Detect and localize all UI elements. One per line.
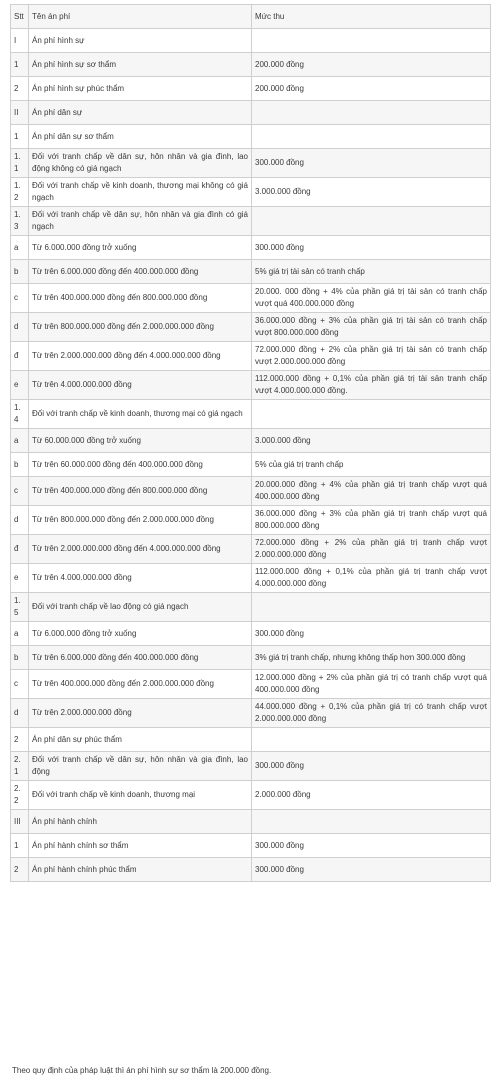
row-stt: 1.2 bbox=[11, 178, 29, 207]
table-row bbox=[11, 858, 491, 882]
row-fee-name: Từ 60.000.000 đồng trở xuống bbox=[29, 429, 252, 453]
table-row bbox=[11, 670, 491, 699]
row-fee-name: Đối với tranh chấp về dân sự, hôn nhân và gia đình, lao động không có giá ngạch bbox=[29, 149, 252, 178]
row-stt: 1 bbox=[11, 125, 29, 149]
row-fee-name: Đối với tranh chấp về kinh doanh, thương mại không có giá ngạch bbox=[29, 178, 252, 207]
table-row bbox=[11, 646, 491, 670]
row-fee-name: Từ trên 400.000.000 đồng đến 800.000.000 đồng bbox=[29, 284, 252, 313]
table-row bbox=[11, 781, 491, 810]
row-fee-amount bbox=[252, 125, 491, 149]
row-stt: 1.4 bbox=[11, 400, 29, 429]
row-stt: đ bbox=[11, 342, 29, 371]
row-fee-name: Đối với tranh chấp về dân sự, hôn nhân và gia đình, lao động bbox=[29, 752, 252, 781]
row-fee-amount bbox=[252, 207, 491, 236]
row-fee-amount: 112.000.000 đồng + 0,1% của phần giá trị tranh chấp vượt 4.000.000.000 đồng bbox=[252, 564, 491, 593]
table-row bbox=[11, 728, 491, 752]
table-row bbox=[11, 429, 491, 453]
row-fee-amount: 3.000.000 đồng bbox=[252, 429, 491, 453]
table-row bbox=[11, 810, 491, 834]
row-fee-amount: 44.000.000 đồng + 0,1% của phần giá trị có tranh chấp vượt 2.000.000.000 đồng bbox=[252, 699, 491, 728]
row-fee-name: Từ trên 800.000.000 đồng đến 2.000.000.000 đồng bbox=[29, 506, 252, 535]
row-fee-name: Án phí hình sự phúc thẩm bbox=[29, 77, 252, 101]
row-fee-amount: 300.000 đồng bbox=[252, 752, 491, 781]
row-fee-amount: 300.000 đồng bbox=[252, 834, 491, 858]
row-stt: 1 bbox=[11, 834, 29, 858]
row-stt: 2.2 bbox=[11, 781, 29, 810]
row-stt: 1.5 bbox=[11, 593, 29, 622]
row-fee-amount: 72.000.000 đồng + 2% của phần giá trị tài sản có tranh chấp vượt 2.000.000.000 đồng bbox=[252, 342, 491, 371]
row-fee-amount: 5% giá trị tài sản có tranh chấp bbox=[252, 260, 491, 284]
row-fee-name: Đối với tranh chấp về kinh doanh, thương mại bbox=[29, 781, 252, 810]
row-fee-amount: 300.000 đồng bbox=[252, 236, 491, 260]
table-header-row bbox=[11, 5, 491, 29]
row-stt: 2 bbox=[11, 728, 29, 752]
row-stt: c bbox=[11, 670, 29, 699]
row-fee-name: Án phí dân sự bbox=[29, 101, 252, 125]
row-fee-amount: 200.000 đồng bbox=[252, 53, 491, 77]
row-stt: 2 bbox=[11, 77, 29, 101]
row-stt: I bbox=[11, 29, 29, 53]
row-fee-amount: 2.000.000 đồng bbox=[252, 781, 491, 810]
table-row bbox=[11, 506, 491, 535]
row-fee-name: Từ trên 4.000.000.000 đồng bbox=[29, 371, 252, 400]
row-fee-amount: 72.000.000 đồng + 2% của phần giá trị tranh chấp vượt 2.000.000.000 đồng bbox=[252, 535, 491, 564]
header-fee-amount: Mức thu bbox=[252, 5, 491, 29]
row-stt: b bbox=[11, 453, 29, 477]
row-fee-amount bbox=[252, 728, 491, 752]
row-stt: b bbox=[11, 646, 29, 670]
row-fee-name: Án phí hình sự sơ thẩm bbox=[29, 53, 252, 77]
row-fee-name: Từ trên 2.000.000.000 đồng đến 4.000.000.000 đồng bbox=[29, 342, 252, 371]
row-fee-amount bbox=[252, 29, 491, 53]
row-stt: a bbox=[11, 622, 29, 646]
table-row bbox=[11, 622, 491, 646]
row-stt: a bbox=[11, 429, 29, 453]
table-row bbox=[11, 834, 491, 858]
row-stt: d bbox=[11, 506, 29, 535]
table-row bbox=[11, 53, 491, 77]
row-fee-amount: 20.000.000 đồng + 4% của phần giá trị tranh chấp vượt quá 400.000.000 đồng bbox=[252, 477, 491, 506]
row-stt: c bbox=[11, 477, 29, 506]
row-fee-name: Từ trên 4.000.000.000 đồng bbox=[29, 564, 252, 593]
row-fee-amount: 20.000. 000 đồng + 4% của phần giá trị tài sản có tranh chấp vượt quá 400.000.000 đồng bbox=[252, 284, 491, 313]
row-stt: đ bbox=[11, 535, 29, 564]
row-fee-name: Từ trên 400.000.000 đồng đến 2.000.000.000 đồng bbox=[29, 670, 252, 699]
row-stt: 1.1 bbox=[11, 149, 29, 178]
row-fee-amount: 5% của giá trị tranh chấp bbox=[252, 453, 491, 477]
row-fee-name: Án phí dân sự sơ thẩm bbox=[29, 125, 252, 149]
table-row bbox=[11, 29, 491, 53]
row-fee-name: Án phí hành chính sơ thẩm bbox=[29, 834, 252, 858]
row-fee-amount bbox=[252, 101, 491, 125]
row-fee-name: Từ trên 800.000.000 đồng đến 2.000.000.000 đồng bbox=[29, 313, 252, 342]
row-fee-amount: 3.000.000 đồng bbox=[252, 178, 491, 207]
row-fee-amount: 112.000.000 đồng + 0,1% của phần giá trị tài sản tranh chấp vượt 4.000.000.000 đồng. bbox=[252, 371, 491, 400]
row-fee-amount: 300.000 đồng bbox=[252, 149, 491, 178]
table-row bbox=[11, 371, 491, 400]
row-fee-amount bbox=[252, 400, 491, 429]
table-row bbox=[11, 284, 491, 313]
table-row bbox=[11, 149, 491, 178]
table-row bbox=[11, 564, 491, 593]
row-fee-amount: 3% giá trị tranh chấp, nhưng không thấp hơn 300.000 đồng bbox=[252, 646, 491, 670]
row-fee-name: Án phí hình sự bbox=[29, 29, 252, 53]
row-fee-amount: 300.000 đồng bbox=[252, 622, 491, 646]
table-row bbox=[11, 178, 491, 207]
row-fee-name: Án phí hành chính phúc thẩm bbox=[29, 858, 252, 882]
row-fee-name: Từ trên 60.000.000 đồng đến 400.000.000 đồng bbox=[29, 453, 252, 477]
row-stt: a bbox=[11, 236, 29, 260]
row-stt: 2 bbox=[11, 858, 29, 882]
table-row bbox=[11, 313, 491, 342]
table-row bbox=[11, 535, 491, 564]
row-stt: e bbox=[11, 371, 29, 400]
row-stt: 2.1 bbox=[11, 752, 29, 781]
row-fee-amount: 300.000 đồng bbox=[252, 858, 491, 882]
row-fee-name: Từ trên 400.000.000 đồng đến 800.000.000 đồng bbox=[29, 477, 252, 506]
row-fee-amount: 36.000.000 đồng + 3% của phần giá trị tranh chấp vượt quá 800.000.000 đồng bbox=[252, 506, 491, 535]
header-stt: Stt bbox=[11, 5, 29, 29]
row-stt: b bbox=[11, 260, 29, 284]
table-row bbox=[11, 453, 491, 477]
table-row bbox=[11, 477, 491, 506]
row-stt: c bbox=[11, 284, 29, 313]
row-stt: 1 bbox=[11, 53, 29, 77]
table-row bbox=[11, 699, 491, 728]
row-fee-name: Từ trên 6.000.000 đồng đến 400.000.000 đồng bbox=[29, 260, 252, 284]
row-fee-name: Từ trên 2.000.000.000 đồng bbox=[29, 699, 252, 728]
row-fee-name: Đối với tranh chấp về lao động có giá ngạch bbox=[29, 593, 252, 622]
row-fee-name: Đối với tranh chấp về dân sự, hôn nhân và gia đình có giá ngạch bbox=[29, 207, 252, 236]
table-row bbox=[11, 342, 491, 371]
row-stt: d bbox=[11, 313, 29, 342]
row-fee-name: Án phí hành chính bbox=[29, 810, 252, 834]
row-fee-name: Từ 6.000.000 đồng trở xuống bbox=[29, 236, 252, 260]
header-fee-name: Tên án phí bbox=[29, 5, 252, 29]
row-fee-amount: 36.000.000 đồng + 3% của phần giá trị tài sản có tranh chấp vượt 800.000.000 đồng bbox=[252, 313, 491, 342]
table-row bbox=[11, 400, 491, 429]
fee-table-body bbox=[11, 5, 491, 882]
row-stt: III bbox=[11, 810, 29, 834]
row-stt: d bbox=[11, 699, 29, 728]
row-fee-amount bbox=[252, 810, 491, 834]
row-fee-name: Từ trên 6.000.000 đồng đến 400.000.000 đồng bbox=[29, 646, 252, 670]
table-row bbox=[11, 77, 491, 101]
row-fee-name: Án phí dân sự phúc thẩm bbox=[29, 728, 252, 752]
row-fee-amount bbox=[252, 593, 491, 622]
footnote-text: Theo quy định của pháp luật thì án phí hình sự sơ thẩm là 200.000 đồng. bbox=[12, 1066, 272, 1075]
row-stt: II bbox=[11, 101, 29, 125]
table-row bbox=[11, 236, 491, 260]
row-fee-name: Từ trên 2.000.000.000 đồng đến 4.000.000.000 đồng bbox=[29, 535, 252, 564]
table-row bbox=[11, 207, 491, 236]
row-stt: 1.3 bbox=[11, 207, 29, 236]
table-row bbox=[11, 593, 491, 622]
row-fee-amount: 12.000.000 đồng + 2% của phần giá trị có tranh chấp vượt quá 400.000.000 đồng bbox=[252, 670, 491, 699]
row-stt: e bbox=[11, 564, 29, 593]
court-fee-table bbox=[10, 4, 491, 882]
table-row bbox=[11, 752, 491, 781]
table-row bbox=[11, 260, 491, 284]
row-fee-name: Từ 6.000.000 đồng trở xuống bbox=[29, 622, 252, 646]
row-fee-amount: 200.000 đồng bbox=[252, 77, 491, 101]
table-row bbox=[11, 101, 491, 125]
row-fee-name: Đối với tranh chấp về kinh doanh, thương mại có giá ngạch bbox=[29, 400, 252, 429]
table-row bbox=[11, 125, 491, 149]
